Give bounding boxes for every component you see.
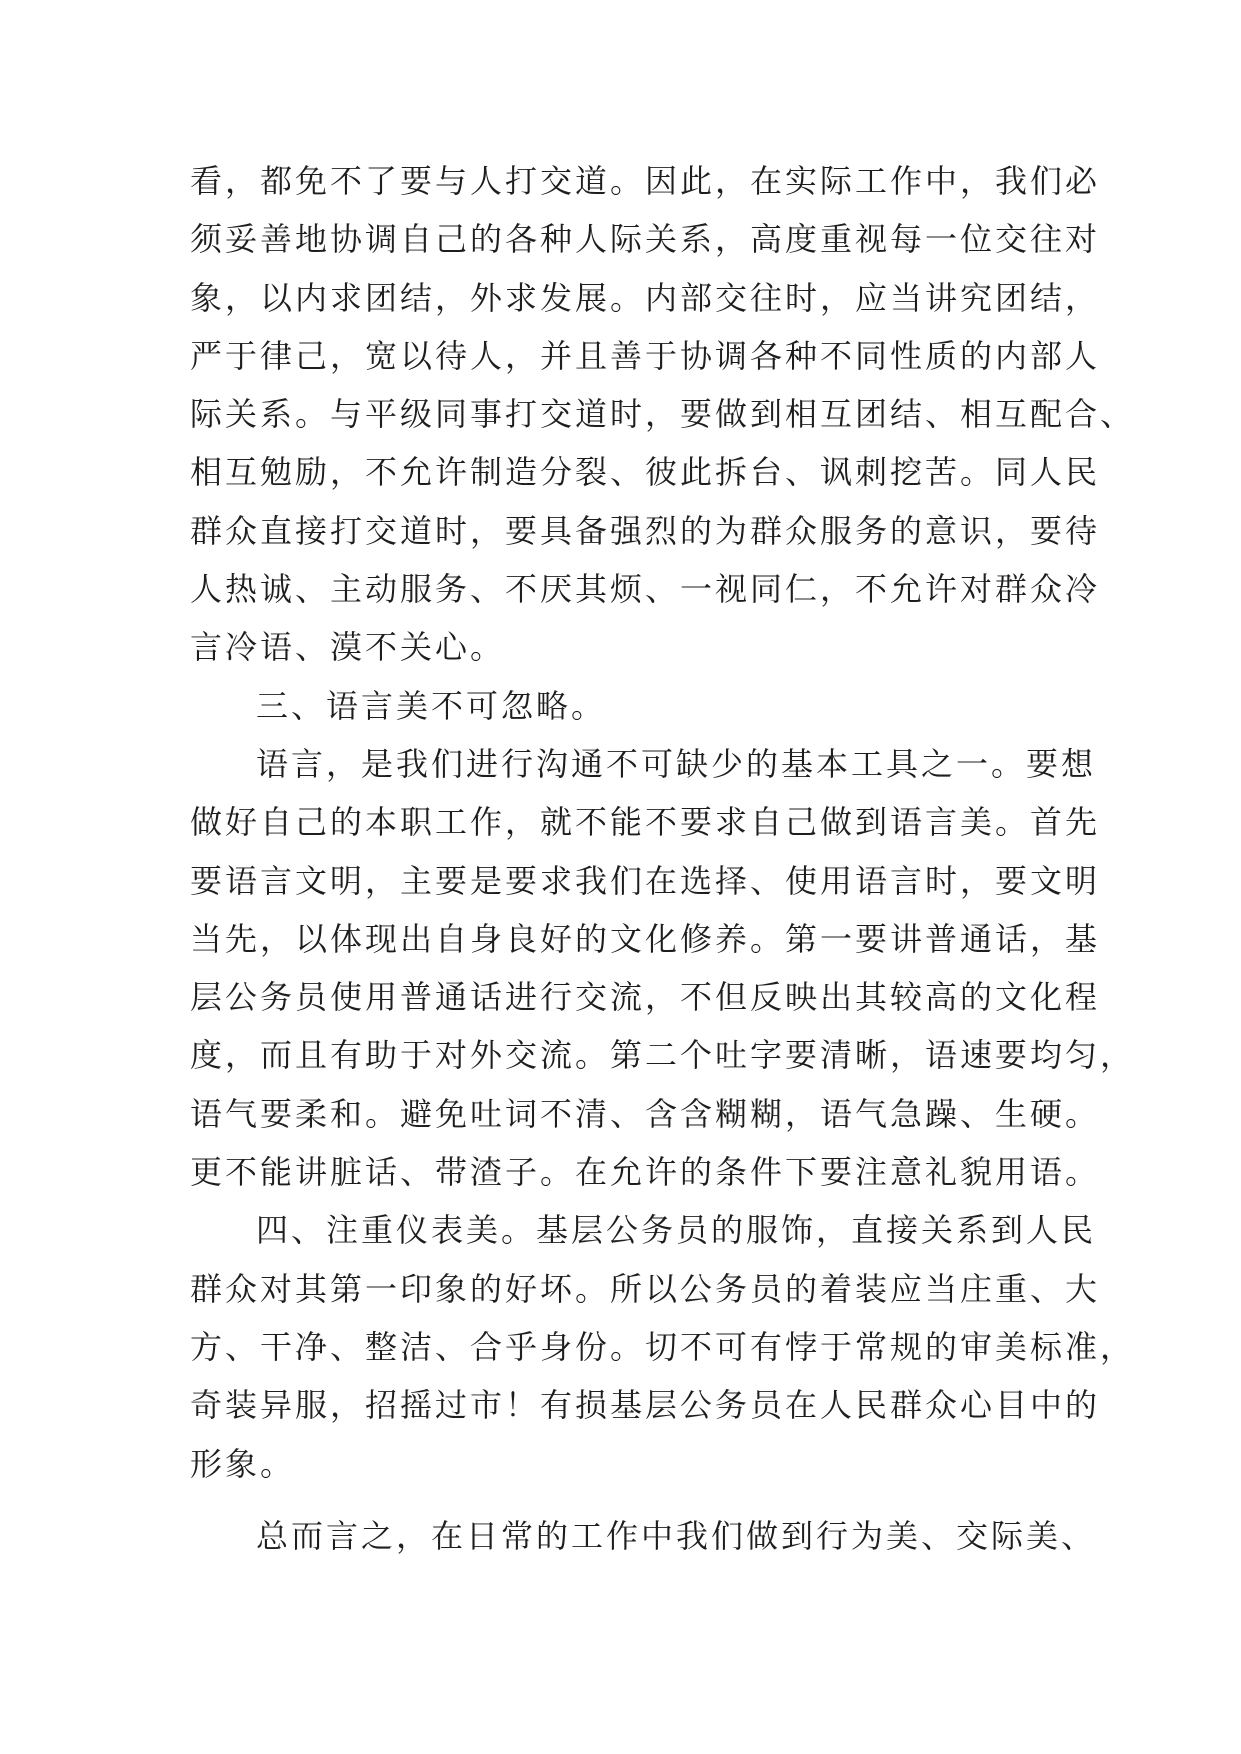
text-line: 象，以内求团结，外求发展。内部交往时，应当讲究团结，	[190, 278, 1101, 317]
text-line: 严于律己，宽以待人，并且善于协调各种不同性质的内部人	[190, 336, 1101, 375]
text-line: 相互勉励，不允许制造分裂、彼此拆台、讽刺挖苦。同人民	[190, 453, 1101, 492]
text-line: 当先，以体现出自身良好的文化修养。第一要讲普通话，基	[190, 919, 1101, 958]
text-line: 层公务员使用普通话进行交流，不但反映出其较高的文化程	[190, 978, 1101, 1017]
text-line: 须妥善地协调自己的各种人际关系，高度重视每一位交往对	[190, 220, 1101, 259]
text-line: 要语言文明，主要是要求我们在选择、使用语言时，要文明	[190, 861, 1101, 900]
body-text	[190, 152, 1136, 1565]
text-line: 际关系。与平级同事打交道时，要做到相互团结、相互配合、	[190, 395, 1136, 434]
section-heading: 三、语言美不可忽略。	[256, 686, 607, 725]
text-line: 方、干净、整洁、合乎身份。切不可有悖于常规的审美标准，	[190, 1327, 1136, 1366]
text-line: 语气要柔和。避免吐词不清、含含糊糊，语气急躁、生硬。	[190, 1094, 1101, 1133]
text-line: 看，都免不了要与人打交道。因此，在实际工作中，我们必	[190, 162, 1101, 200]
text-line: 人热诚、主动服务、不厌其烦、一视同仁，不允许对群众冷	[190, 570, 1101, 609]
text-line: 做好自己的本职工作，就不能不要求自己做到语言美。首先	[190, 803, 1101, 842]
text-line: 形象。	[190, 1444, 296, 1483]
text-line: 群众对其第一印象的好坏。所以公务员的着装应当庄重、大	[190, 1269, 1101, 1308]
text-line: 度，而且有助于对外交流。第二个吐字要清晰，语速要均匀，	[190, 1036, 1136, 1075]
section-heading: 四、注重仪表美。基层公务员的服饰，直接关系到人民	[256, 1211, 1097, 1250]
text-line: 言冷语、漠不关心。	[190, 628, 506, 667]
text-line: 更不能讲脏话、带渣子。在允许的条件下要注意礼貌用语。	[190, 1153, 1101, 1192]
text-line: 群众直接打交道时，要具备强烈的为群众服务的意识，要待	[190, 511, 1101, 550]
text-line: 总而言之，在日常的工作中我们做到行为美、交际美、	[256, 1516, 1097, 1555]
text-line: 语言，是我们进行沟通不可缺少的基本工具之一。要想	[256, 744, 1097, 783]
text-line: 奇装异服，招摇过市！有损基层公务员在人民群众心目中的	[190, 1386, 1101, 1425]
